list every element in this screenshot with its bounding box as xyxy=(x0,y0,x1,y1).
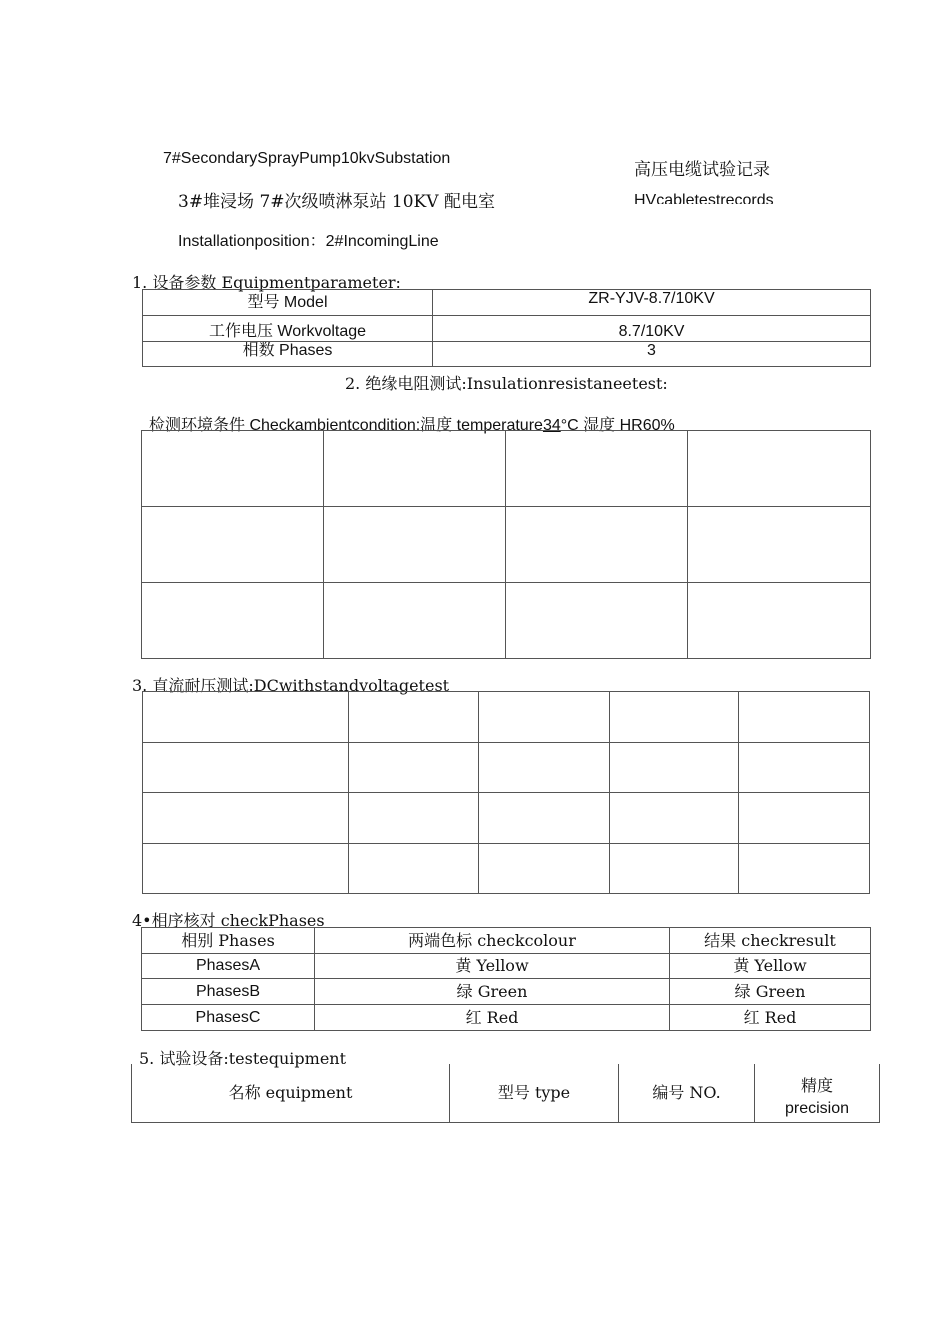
table-cell xyxy=(688,583,871,659)
insulation-resistance-table xyxy=(141,430,871,659)
table-cell xyxy=(142,583,324,659)
test-equipment-table xyxy=(131,1064,880,1123)
table-cell xyxy=(739,692,870,743)
table-cell xyxy=(143,743,349,793)
temperature-value: 34 xyxy=(542,417,561,434)
table-header-row xyxy=(142,928,871,954)
table-row xyxy=(143,844,870,894)
table-row xyxy=(142,1005,871,1031)
condition-prefix: 检测环境条件 Checkambientcondition:温度 temperature xyxy=(149,417,543,434)
colour-cell: 黄 Yellow xyxy=(315,954,670,979)
column-header: 编号 NO. xyxy=(619,1064,755,1122)
phase-cell: PhasesA xyxy=(142,954,315,979)
table-cell xyxy=(610,844,739,894)
table-cell xyxy=(324,583,506,659)
installation-position: Installationposition：2#IncomingLine xyxy=(178,233,439,250)
table-cell xyxy=(506,507,688,583)
table-cell xyxy=(739,743,870,793)
table-cell xyxy=(143,844,349,894)
table-cell xyxy=(479,743,610,793)
table-cell xyxy=(349,692,479,743)
table-cell xyxy=(506,431,688,507)
section4-heading: 4•相序核对 checkPhases xyxy=(132,911,325,930)
table-cell xyxy=(479,692,610,743)
table-cell xyxy=(349,793,479,844)
table-header-row xyxy=(132,1064,880,1122)
colour-cell: 绿 Green xyxy=(315,979,670,1005)
condition-suffix: °C 湿度 HR60% xyxy=(560,417,675,434)
section1-heading: 1. 设备参数 Equipmentparameter: xyxy=(132,273,401,292)
table-cell xyxy=(688,431,871,507)
phase-cell: PhasesC xyxy=(142,1005,315,1031)
table-cell xyxy=(610,793,739,844)
column-header: 结果 checkresult xyxy=(670,928,871,954)
column-header: 相别 Phases xyxy=(142,928,315,954)
table-row xyxy=(142,431,871,507)
table-cell xyxy=(610,743,739,793)
table-row xyxy=(143,316,871,342)
table-cell xyxy=(143,692,349,743)
table-cell xyxy=(688,507,871,583)
table-row xyxy=(142,583,871,659)
table-cell xyxy=(142,507,324,583)
column-header: 型号 type xyxy=(450,1064,619,1122)
table-cell xyxy=(349,844,479,894)
param-value: ZR-YJV-8.7/10KV xyxy=(433,290,871,316)
record-title-cn: 高压电缆试验记录 xyxy=(634,160,770,180)
colour-cell: 红 Red xyxy=(315,1005,670,1031)
section5-heading: 5. 试验设备:testequipment xyxy=(139,1049,347,1068)
table-cell xyxy=(142,431,324,507)
result-cell: 红 Red xyxy=(670,1005,871,1031)
table-cell xyxy=(479,793,610,844)
table-cell xyxy=(479,844,610,894)
section2-heading: 2. 绝缘电阻测试:Insulationresistaneetest: xyxy=(345,374,668,393)
table-row xyxy=(143,290,871,316)
substation-name-en: 7#SecondarySprayPump10kvSubstation xyxy=(163,150,451,167)
column-header: 两端色标 checkcolour xyxy=(315,928,670,954)
equipment-parameter-table xyxy=(142,289,871,367)
param-value: 8.7/10KV xyxy=(433,316,871,342)
phase-cell: PhasesB xyxy=(142,979,315,1005)
table-cell xyxy=(739,844,870,894)
table-row xyxy=(142,979,871,1005)
record-title-en: HVcabletestrecords xyxy=(634,192,774,204)
table-cell xyxy=(143,793,349,844)
table-cell xyxy=(324,431,506,507)
table-row xyxy=(143,743,870,793)
param-label: 相数 Phases xyxy=(143,342,433,367)
section3-heading: 3. 直流耐压测试:DCwithstandvoltagetest xyxy=(132,676,450,695)
dc-withstand-table xyxy=(142,691,870,894)
precision-label-en: precision xyxy=(784,1099,850,1117)
table-row xyxy=(142,954,871,979)
param-label: 工作电压 Workvoltage xyxy=(143,316,433,342)
table-cell xyxy=(324,507,506,583)
table-row xyxy=(142,507,871,583)
result-cell: 黄 Yellow xyxy=(670,954,871,979)
table-row xyxy=(143,793,870,844)
table-cell xyxy=(349,743,479,793)
substation-name-cn: 3#堆浸场 7#次级喷淋泵站 10KV 配电室 xyxy=(178,192,495,212)
table-cell xyxy=(739,793,870,844)
table-cell xyxy=(506,583,688,659)
table-row xyxy=(143,692,870,743)
table-row xyxy=(143,342,871,367)
precision-label-cn: 精度 xyxy=(800,1075,833,1095)
phase-check-table xyxy=(141,927,871,1031)
param-label: 型号 Model xyxy=(143,290,433,316)
column-header: 名称 equipment xyxy=(132,1064,450,1122)
table-cell xyxy=(610,692,739,743)
param-value: 3 xyxy=(433,342,871,367)
column-header xyxy=(755,1064,880,1122)
result-cell: 绿 Green xyxy=(670,979,871,1005)
